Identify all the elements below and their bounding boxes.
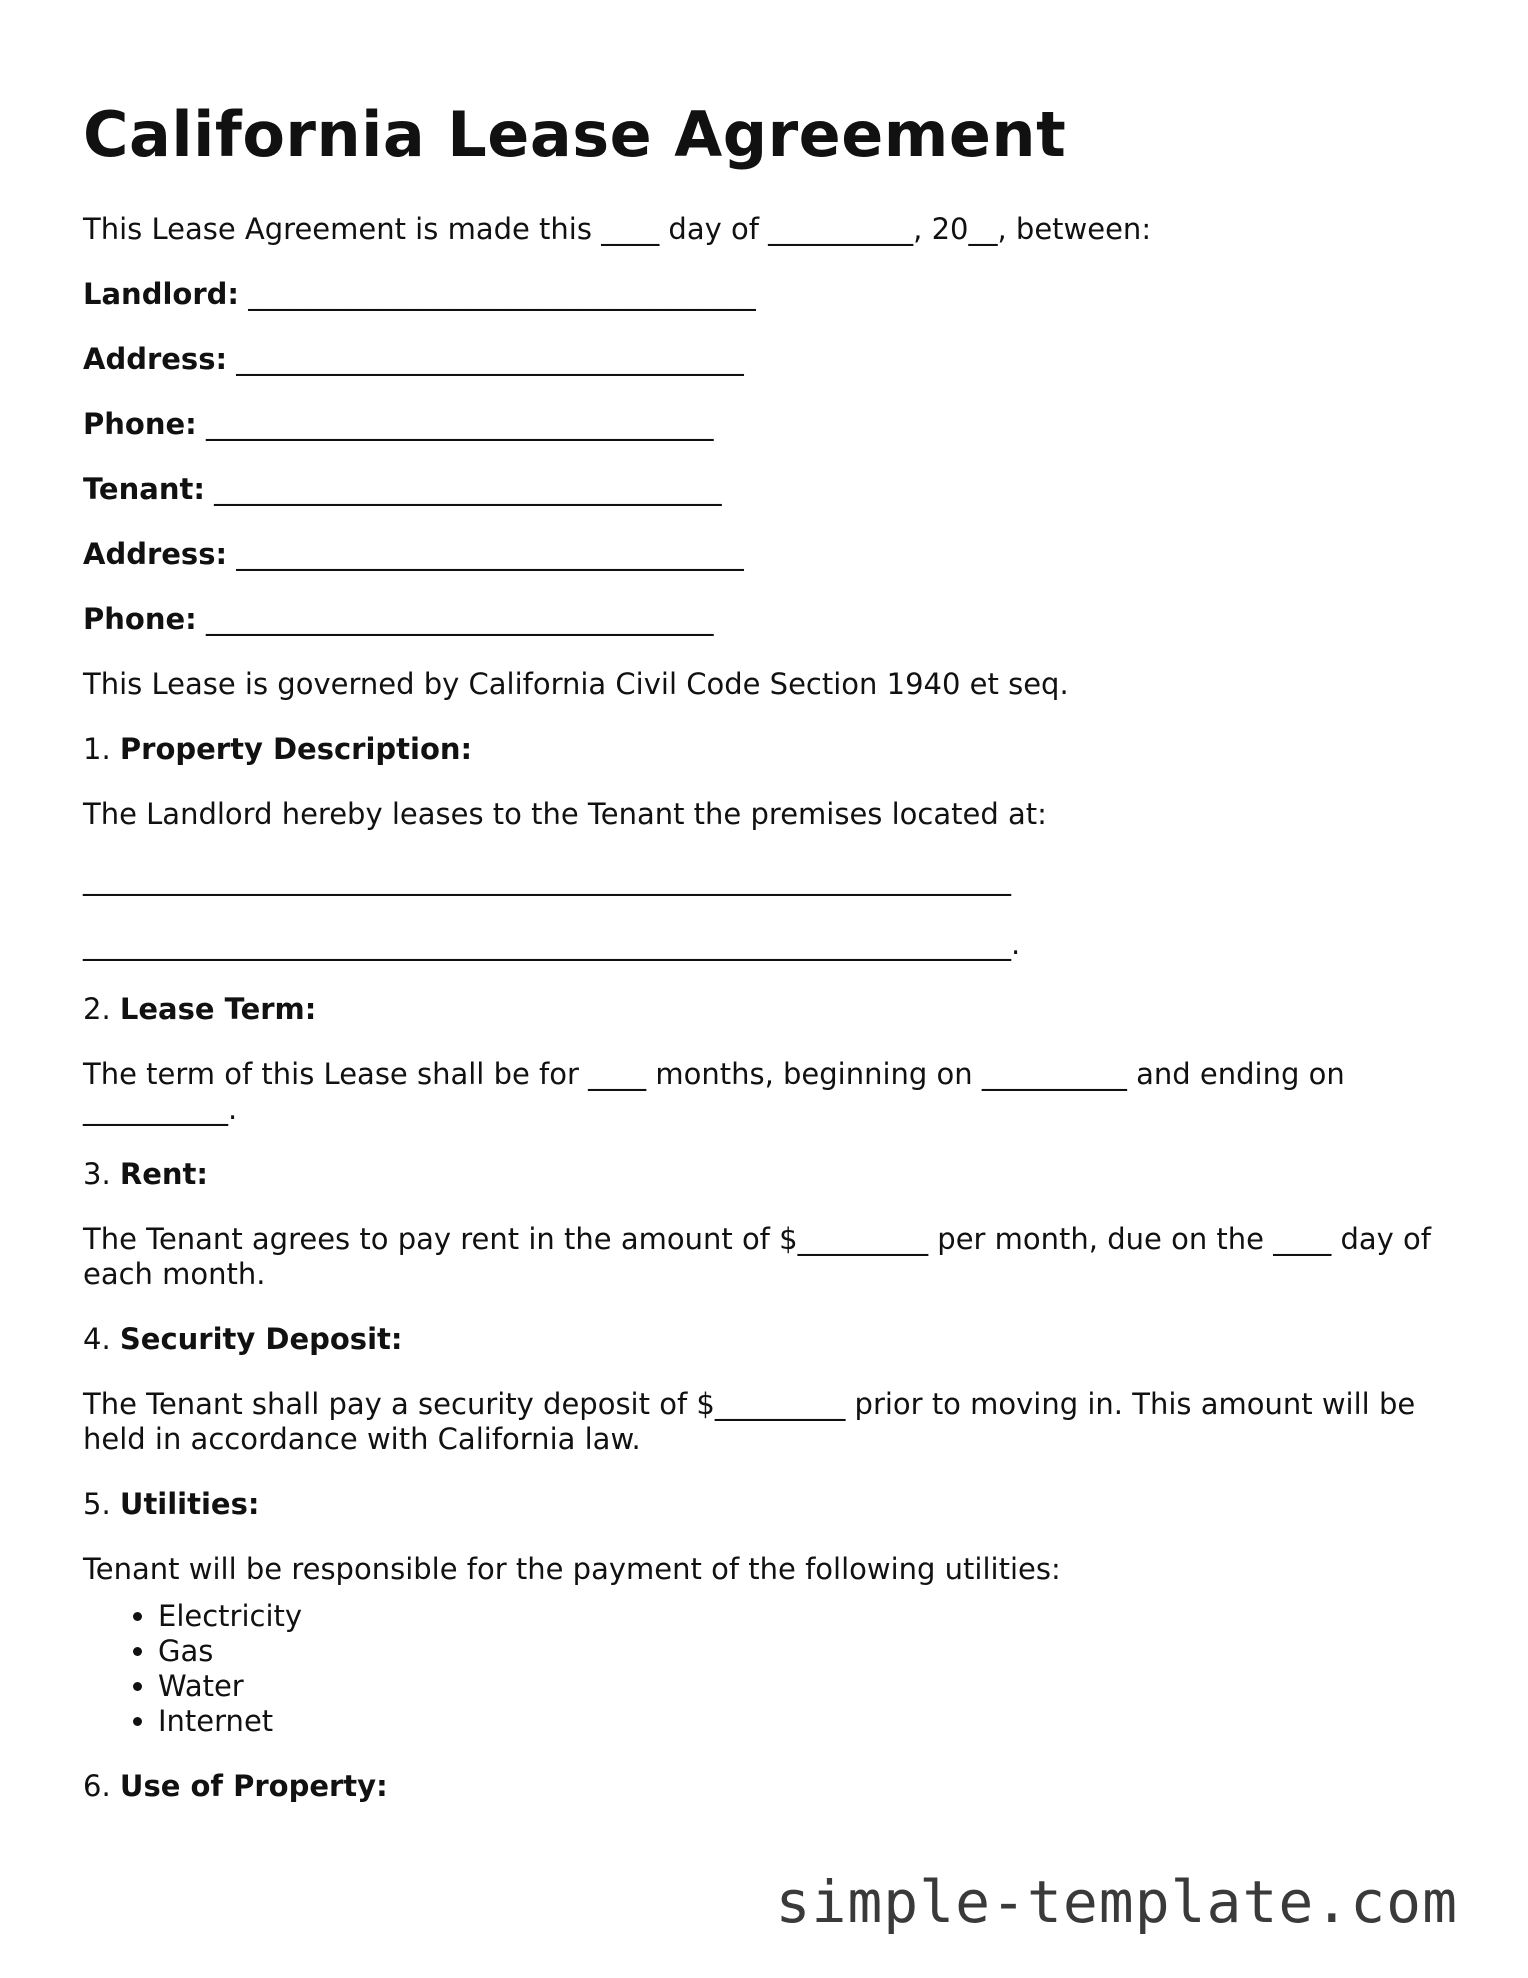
party-landlord-address — [83, 342, 1443, 377]
intro-text: This Lease Agreement is made this ____ day of __________, 20__, between: — [83, 212, 1152, 247]
section-3-title: Rent: — [119, 1157, 208, 1192]
section-3-heading — [83, 1157, 1443, 1192]
section-4-heading — [83, 1322, 1443, 1357]
section-3-text: The Tenant agrees to pay rent in the amount of $_________ per month, due on the ____ day of each month. — [83, 1222, 1431, 1292]
section-1-title: Property Description: — [119, 732, 473, 767]
list-item: • Internet — [158, 1704, 1443, 1739]
party-tenant — [83, 472, 1443, 507]
section-5-number: 5. — [83, 1487, 111, 1522]
section-2-number: 2. — [83, 992, 111, 1027]
list-item: • Gas — [158, 1634, 1443, 1669]
tenant-phone-line: ___________________________________ — [205, 602, 714, 637]
party-tenant-phone — [83, 602, 1443, 637]
section-1-number: 1. — [83, 732, 111, 767]
section-3-number: 3. — [83, 1157, 111, 1192]
section-1-text: The Landlord hereby leases to the Tenant the premises located at: — [83, 797, 1047, 832]
address-line-2: ________________________________________________________________. — [83, 927, 1021, 962]
utilities-list — [83, 1599, 1443, 1739]
section-6-heading — [83, 1769, 1443, 1804]
section-5-title: Utilities: — [119, 1487, 260, 1522]
landlord-address-line: ___________________________________ — [236, 342, 744, 377]
tenant-line: ___________________________________ — [214, 472, 722, 507]
party-landlord — [83, 277, 1443, 312]
party-landlord-phone — [83, 407, 1443, 442]
section-2-title: Lease Term: — [119, 992, 317, 1027]
section-5-text: Tenant will be responsible for the payment of the following utilities: — [83, 1552, 1061, 1587]
section-4-number: 4. — [83, 1322, 111, 1357]
section-4-title: Security Deposit: — [119, 1322, 403, 1357]
section-4-text: The Tenant shall pay a security deposit of $_________ prior to moving in. This amount will be held in accordance with California law. — [83, 1387, 1416, 1457]
section-2-text: The term of this Lease shall be for ____ months, beginning on __________ and ending on __________. — [83, 1057, 1345, 1127]
landlord-label: Landlord: — [83, 277, 239, 312]
tenant-address-line: ___________________________________ — [236, 537, 744, 572]
list-item: • Water — [158, 1669, 1443, 1704]
lease-document — [83, 98, 1443, 1834]
list-item: • Electricity — [158, 1599, 1443, 1634]
address-line-1: ________________________________________________________________ — [83, 862, 1011, 897]
tenant-label: Tenant: — [83, 472, 205, 507]
section-6-title: Use of Property: — [119, 1769, 388, 1804]
landlord-line: ___________________________________ — [248, 277, 756, 312]
section-6-number: 6. — [83, 1769, 111, 1804]
governing-law-text: This Lease is governed by California Civil Code Section 1940 et seq. — [83, 667, 1069, 702]
tenant-address-label: Address: — [83, 537, 228, 572]
landlord-address-label: Address: — [83, 342, 228, 377]
tenant-phone-label: Phone: — [83, 602, 197, 637]
landlord-phone-label: Phone: — [83, 407, 197, 442]
landlord-phone-line: ___________________________________ — [205, 407, 714, 442]
document-title: California Lease Agreement — [83, 98, 1067, 171]
section-2-heading — [83, 992, 1443, 1027]
section-1-heading — [83, 732, 1443, 767]
party-tenant-address — [83, 537, 1443, 572]
section-5-heading — [83, 1487, 1443, 1522]
watermark-text: simple-template.com — [775, 1868, 1458, 1936]
